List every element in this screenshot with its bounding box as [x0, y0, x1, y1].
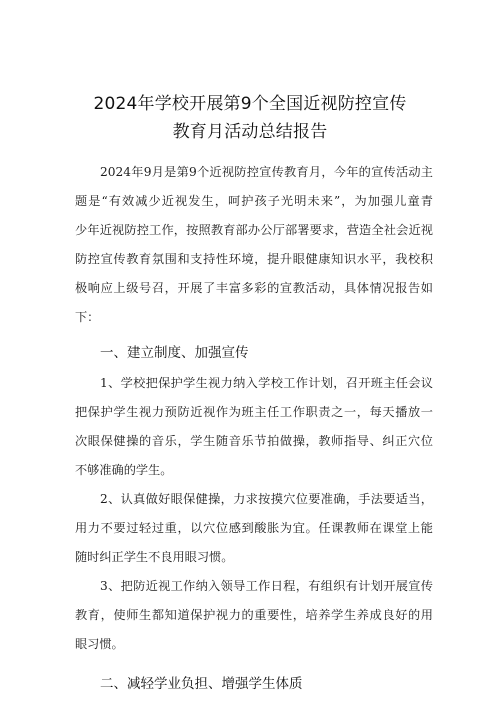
- item1-line: 不够准确的学生。: [75, 463, 173, 477]
- document-title-line-1: 2024年学校开展第9个全国近视防控宣传: [93, 94, 407, 114]
- intro-line: 少年近视防控工作，按照教育部办公厅部署要求，营造全社会近视: [75, 223, 433, 237]
- item3-line: 眼习惯。: [75, 637, 124, 651]
- intro-line: 极响应上级号召，开展了丰富多彩的宣教活动，具体情况报告如: [75, 281, 433, 295]
- intro-line: 2024年9月是第9个近视防控宣传教育月，今年的宣传活动主: [100, 165, 433, 179]
- item2-line: 用力不要过轻过重，以穴位感到酸胀为宜。任课教师在课堂上能: [75, 521, 433, 535]
- intro-line: 防控宣传教育氛围和支持性环境，提升眼健康知识水平，我校积: [75, 252, 433, 266]
- intro-line: 题是“有效减少近视发生，呵护孩子光明未来”，为加强儿童青: [75, 194, 433, 208]
- item2-line: 2、认真做好眼保健操，力求按摸穴位要准确，手法要适当，: [100, 492, 433, 506]
- intro-line: 下：: [75, 310, 100, 324]
- section-2-heading: 二、减轻学业负担、增强学生体质: [100, 676, 303, 692]
- item3-line: 教育，使师生都知道保护视力的重要性，培养学生养成良好的用: [75, 608, 433, 622]
- item1-line: 把保护学生视力预防近视作为班主任工作职责之一，每天播放一: [75, 405, 433, 419]
- item1-line: 1、学校把保护学生视力纳入学校工作计划，召开班主任会议: [100, 376, 433, 390]
- item1-line: 次眼保健操的音乐，学生随音乐节拍做操，教师指导、纠正穴位: [75, 434, 433, 448]
- item2-line: 随时纠正学生不良用眼习惯。: [75, 550, 234, 564]
- section-1-heading: 一、建立制度、加强宣传: [100, 345, 249, 361]
- document-title-line-2: 教育月活动总结报告: [172, 122, 328, 142]
- item3-line: 3、把防近视工作纳入领导工作日程，有组织有计划开展宣传: [100, 579, 433, 593]
